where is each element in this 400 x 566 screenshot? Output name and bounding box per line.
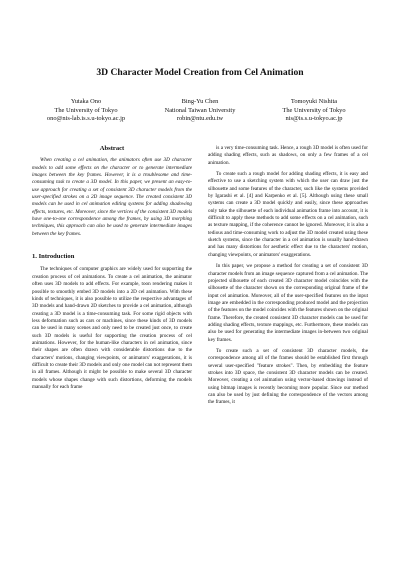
left-column: [32, 145, 192, 391]
section-heading-introduction: 1. Introduction: [32, 253, 75, 261]
author-name: Tomoyuki Nishita: [290, 98, 338, 105]
author-email: ono@nis-lab.is.s.u-tokyo.ac.jp: [46, 115, 126, 123]
intro-paragraph: To create such a set of consistent 3D character models, the correspondence among all of the frames should be established first through several user-specified "feature strokes". Then, by embedding the feature strokes into 3D space, the consistent 3D character models can be created. Moreover, creating a cel animation using vector-based drawings instead of using bitmap images is recently becoming more popular. Since our method can also be used by just defining the correspondence of the vectors among the frames, it: [208, 347, 368, 406]
author-name: Yutaka Ono: [70, 98, 102, 105]
author-affiliation: The University of Tokyo: [282, 106, 346, 114]
author-email: robin@ntu.edu.tw: [176, 115, 224, 123]
author-name: Bing-Yu Chen: [181, 98, 219, 105]
author-affiliation: The University of Tokyo: [54, 106, 118, 114]
paper-title: 3D Character Model Creation from Cel Animation: [96, 67, 304, 78]
abstract-heading: Abstract: [99, 145, 125, 152]
author-email: nis@is.s.u-tokyo.ac.jp: [285, 115, 343, 123]
intro-paragraph: To create such a rough model for adding shading effects, it is easy and effective to use a sketching system with which the user can draw just the silhouette and some features of the character, such like the systems provided by Igarashi et al. [4] and Karpenko et al. [5]. Although using these small systems can create a 3D model quickly and easily, since these approaches only take the silhouette of each individual animation frame into account, it is difficult to apply these methods to add some effects on a cel animation, such as texture mapping, if the coherence cannot be ignored. Moreover, it is also a tedious and time-consuming work to adjust the 3D model created using these sketch systems, since the character in a cel animation is usually hand-drawn and has many distortions for aesthetic effect due to the characters' motion, changing viewpoints, or animators' exaggerations.: [208, 171, 368, 258]
right-column: [208, 145, 368, 407]
abstract-text: When creating a cel animation, the animators often use 3D character models to add some effects on the character or to generate intermediate images between the key frames. However, it is a troublesome and time-consuming task to create a 3D model. In this paper, we present an easy-to-use approach for creating a set of consistent 3D character models from the user-specified strokes on a 2D image sequence. The created consistent 3D models can be used in cel animation editing systems for adding shadowing effects, textures, etc. Moreover, since the vertices of the consistent 3D models have one-to-one correspondence among the frames, by using 3D morphing techniques, this approach can also be used to generate intermediate images between the key frames.: [32, 157, 192, 237]
intro-paragraph: The techniques of computer graphics are widely used for supporting the creation process of cel animations. To create a cel animation, the animator often uses 3D models to add effects. For example, toon rendering makes it possible to smoothly embed 3D models into a 2D cel animation. With these kinds of techniques, it is also possible to utilize the respective advantages of 3D models and hand-drawn 2D sketches to provide a cel animation, although creating a 3D model is a time-consuming task. For some rigid objects with less deformation such as cars or machines, since these kinds of 3D models can be used in many scenes and only need to be created just once, to create such 3D models is useful for supporting the creation process of cel animations. However, for the human-like characters in cel animation, since their shapes are often drawn with considerable distortions due to the characters' motions, changing viewpoints, or animators' exaggerations, it is difficult to create their 3D models and only one model can not represent them in all frames. Although it might be possible to make several 3D character models whose shapes change with such distortions, deforming the models manually for each frame: [32, 266, 192, 390]
intro-paragraph: In this paper, we propose a method for creating a set of consistent 3D character models from an image sequence captured from a cel animation. The projected silhouette of each created 3D character model coincides with the silhouette of the character shown on the corresponding original frame of the input cel animation. Moreover, all of the user-specified features on the input image are embedded in the corresponding produced model and the projection of the features on the model coincides with the features shown on the original frame. Therefore, the created consistent 3D character models can be used for adding shading effects, texture mappings, etc. Furthermore, these models can also be used for generating the intermediate images in-between two original key frames.: [208, 263, 368, 343]
intro-paragraph: is a very time-consuming task. Hence, a rough 3D model is often used for adding shading effects, such as shadows, on only a few frames of a cel animation.: [208, 145, 368, 166]
author-block-3: [244, 98, 384, 124]
author-affiliation: National Taiwan University: [164, 106, 236, 114]
